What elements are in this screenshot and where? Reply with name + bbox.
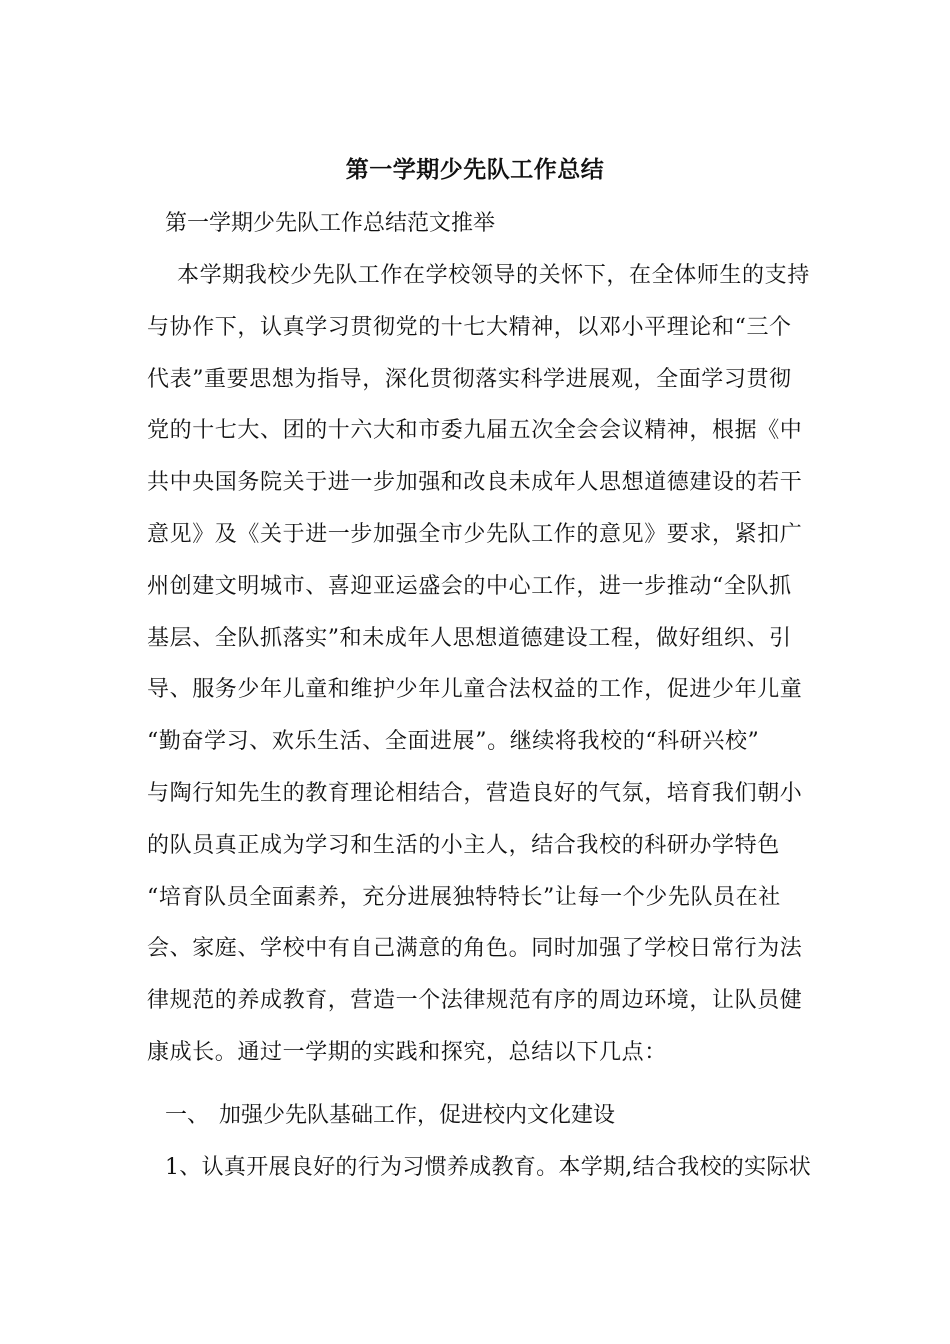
paragraph-line: 基层、全队抓落实”和未成年人思想道德建设工程，做好组织、引 (147, 625, 792, 651)
document-title: 第一学期少先队工作总结 (345, 156, 605, 183)
paragraph-line: 康成长。通过一学期的实践和探究，总结以下几点： (147, 1039, 667, 1065)
paragraph-line: 会、家庭、学校中有自己满意的角色。同时加强了学校日常行为法 (147, 936, 803, 962)
paragraph-line: 共中央国务院关于进一步加强和改良未成年人思想道德建设的若干 (147, 470, 803, 496)
document-subtitle: 第一学期少先队工作总结范文推举 (165, 211, 496, 236)
section-number: 一、 (165, 1103, 210, 1128)
section-heading-text: 加强少先队基础工作，促进校内文化建设 (219, 1103, 616, 1128)
paragraph-line: “勤奋学习、欢乐生活、全面进展”。继续将我校的“科研兴校” (147, 729, 760, 755)
paragraph-line: 律规范的养成教育，营造一个法律规范有序的周边环境，让队员健 (147, 988, 803, 1014)
paragraph-line: 州创建文明城市、喜迎亚运盛会的中心工作，进一步推动“全队抓 (147, 573, 792, 599)
paragraph-line: 与协作下，认真学习贯彻党的十七大精神，以邓小平理论和“三个 (147, 314, 792, 340)
paragraph-line: “培育队员全面素养，充分进展独特特长”让每一个少先队员在社 (147, 884, 781, 910)
paragraph-line: 本学期我校少先队工作在学校领导的关怀下，在全体师生的支持 (177, 263, 810, 288)
section-heading (165, 1098, 615, 1134)
paragraph-line: 党的十七大、团的十六大和市委九届五次全会会议精神，根据《中 (147, 418, 803, 444)
paragraph-line: 意见》及《关于进一步加强全市少先队工作的意见》要求，紧扣广 (147, 521, 803, 547)
paragraph-line: 与陶行知先生的教育理论相结合，营造良好的气氛，培育我们朝小 (147, 780, 803, 806)
body-paragraph (147, 258, 810, 1087)
list-item: 1、认真开展良好的行为习惯养成教育。本学期,结合我校的实际状 (165, 1155, 811, 1180)
paragraph-line: 导、服务少年儿童和维护少年儿童合法权益的工作，促进少年儿童 (147, 677, 803, 703)
paragraph-line: 的队员真正成为学习和生活的小主人，结合我校的科研办学特色 (147, 832, 780, 858)
paragraph-line: 代表”重要思想为指导，深化贯彻落实科学进展观，全面学习贯彻 (147, 366, 792, 392)
